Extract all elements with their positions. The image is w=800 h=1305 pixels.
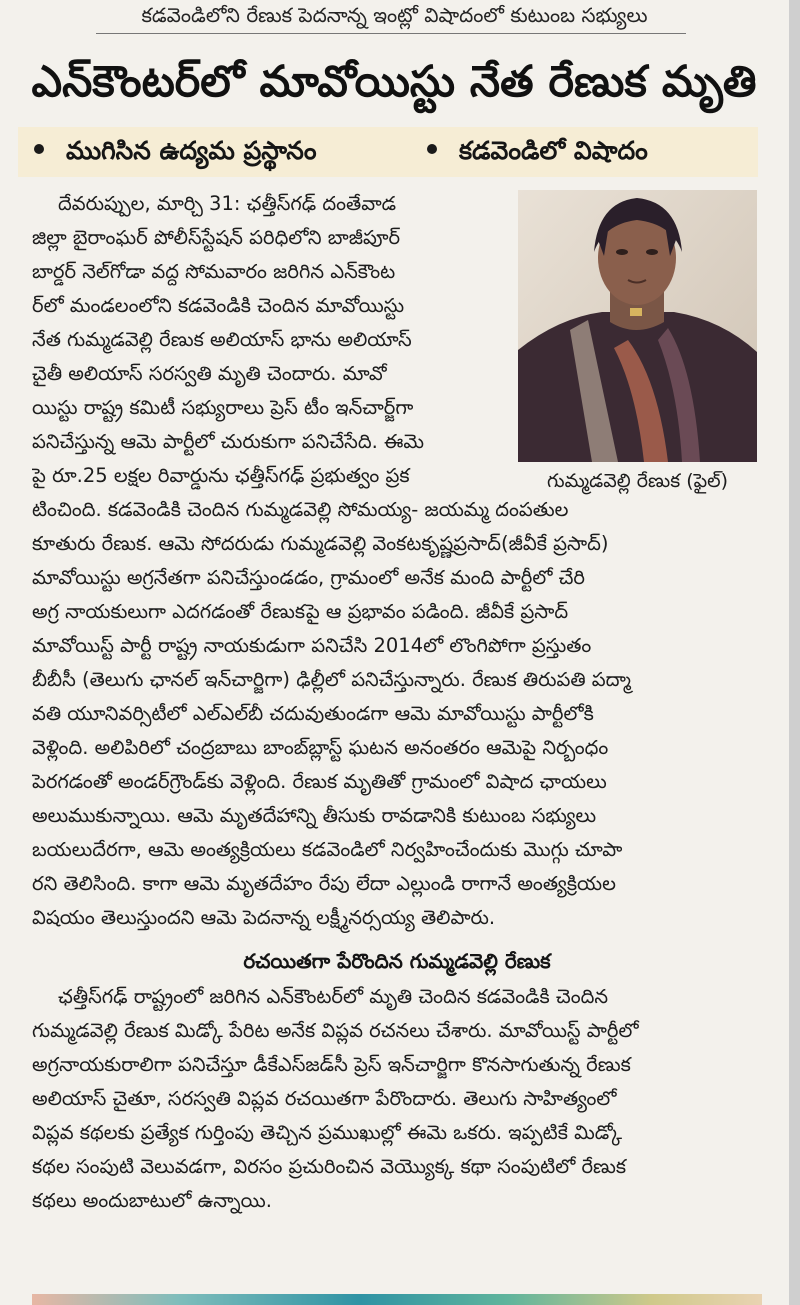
body-line: ర్‌లో మండలంలోని కడవెండికి చెందిన మావోయిస్టు bbox=[32, 294, 405, 317]
body-line: కూతురు రేణుక. ఆమె సోదరుడు గుమ్మడవెల్లి వెంకటకృష్ణప్రసాద్(జీవీకే ప్రసాద్) bbox=[32, 532, 609, 555]
headline: ఎన్‌కౌంటర్‌లో మావోయిస్టు నేత రేణుక మృతి bbox=[31, 57, 757, 107]
section-line: అలియాస్ చైతూ, సరస్వతి విప్లవ రచయితగా పేరొందారు. తెలుగు సాహిత్యంలో bbox=[32, 1087, 617, 1110]
portrait-photo bbox=[518, 190, 757, 462]
page-edge-strip bbox=[789, 0, 800, 1305]
section-line: ఛత్తీస్‌గఢ్ రాష్ట్రంలో జరిగిన ఎన్‌కౌంటర్‌లో మృతి చెందిన కడవెండికి చెందిన bbox=[58, 985, 609, 1008]
section-line: కథల సంపుటి వెలువడగా, విరసం ప్రచురించిన వెయ్యొక్క కథా సంపుటిలో రేణుక bbox=[32, 1155, 627, 1178]
kicker-line: కడవెండిలోని రేణుక పెదనాన్న ఇంట్లో విషాదంలో కుటుంబ సభ్యులు bbox=[141, 3, 648, 27]
body-line: అలుముకున్నాయి. ఆమె మృతదేహాన్ని తీసుకు రావడానికి కుటుంబ సభ్యులు bbox=[32, 804, 597, 827]
body-line: బార్డర్ నెల్‌గోడా వద్ద సోమవారం జరిగిన ఎన్‌కౌంట bbox=[32, 260, 396, 283]
bullet-icon bbox=[427, 144, 437, 154]
photo-caption: గుమ్మడవెల్లి రేణుక (ఫైల్) bbox=[546, 470, 729, 492]
section-line: విప్లవ కథలకు ప్రత్యేక గుర్తింపు తెచ్చిన ప్రముఖుల్లో ఈమె ఒకరు. ఇప్పటికే మిడ్కో bbox=[32, 1121, 623, 1144]
body-line: మావోయిస్ట్ పార్టీ రాష్ట్ర నాయకుడుగా పనిచేసి 2014లో లొంగిపోగా ప్రస్తుతం bbox=[32, 634, 592, 657]
body-line: పై రూ.25 లక్షల రివార్డును ఛత్తీస్‌గఢ్ ప్రభుత్వం ప్రక bbox=[32, 464, 410, 487]
subhead-2 bbox=[427, 134, 648, 168]
subhead-1-text: ముగిసిన ఉద్యమ ప్రస్థానం bbox=[66, 136, 317, 165]
body-line: దేవరుప్పుల, మార్చి 31: ఛత్తీస్‌గఢ్ దంతేవాడ bbox=[58, 192, 397, 215]
section-line: గుమ్మడవెల్లి రేణుక మిడ్కో పేరిట అనేక విప్లవ రచనలు చేశారు. మావోయిస్ట్ పార్టీలో bbox=[32, 1019, 639, 1042]
body-line: వతి యూనివర్సిటీలో ఎల్‌ఎల్‌బీ చదువుతుండగా ఆమె మావోయిస్టు పార్టీలోకి bbox=[32, 702, 594, 725]
section-line: అగ్రనాయకురాలిగా పనిచేస్తూ డీకేఎస్‌జడ్‌సీ ప్రెస్ ఇన్‌చార్జిగా కొనసాగుతున్న రేణుక bbox=[32, 1053, 631, 1076]
body-line: రని తెలిసింది. కాగా ఆమె మృతదేహం రేపు లేదా ఎల్లుండి రాగానే అంత్యక్రియల bbox=[32, 872, 616, 895]
next-article-image-strip bbox=[32, 1294, 762, 1305]
body-line: పనిచేస్తున్న ఆమె పార్టీలో చురుకుగా పనిచేసేది. ఈమె bbox=[32, 430, 425, 453]
bullet-icon bbox=[34, 144, 44, 154]
body-line: బీబీసీ (తెలుగు ఛానల్ ఇన్‌చార్జిగా) ఢిల్లీలో పనిచేస్తున్నారు. రేణుక తిరుపతి పద్మా bbox=[32, 668, 631, 691]
body-line: వెళ్లింది. అలిపిరిలో చంద్రబాబు బాంబ్‌బ్లాస్ట్ ఘటన అనంతరం ఆమెపై నిర్బంధం bbox=[32, 736, 609, 759]
body-line: యిస్టు రాష్ట్ర కమిటీ సభ్యురాలు ప్రెస్ టీం ఇన్‌చార్జ్‌గా bbox=[32, 396, 414, 419]
subheads-bar bbox=[18, 127, 758, 177]
section-line: కథలు అందుబాటులో ఉన్నాయి. bbox=[32, 1189, 272, 1212]
body-line: బయలుదేరగా, ఆమె అంత్యక్రియలు కడవెండిలో నిర్వహించేందుకు మొగ్గు చూపా bbox=[32, 838, 623, 861]
body-line: నేత గుమ్మడవెల్లి రేణుక అలియాస్ భాను అలియాస్ bbox=[32, 328, 412, 351]
body-line: జిల్లా బైరాంఘర్ పోలీస్‌స్టేషన్ పరిధిలోని బాజీపూర్ bbox=[32, 226, 401, 249]
body-line: విషయం తెలుస్తుందని ఆమె పెదనాన్న లక్ష్మీనర్సయ్య తెలిపారు. bbox=[32, 906, 496, 929]
body-line: మావోయిస్టు అగ్రనేతగా పనిచేస్తుండడం, గ్రామంలో అనేక మంది పార్టీలో చేరి bbox=[32, 566, 585, 589]
subhead-1 bbox=[34, 134, 317, 168]
body-line: టించింది. కడవెండికి చెందిన గుమ్మడవెల్లి సోమయ్య- జయమ్మ దంపతుల bbox=[32, 498, 569, 521]
body-line: చైతీ అలియాస్ సరస్వతి మృతి చెందారు. మావో bbox=[32, 362, 387, 385]
kicker-underline bbox=[96, 33, 686, 34]
body-line: పెరగడంతో అండర్‌గ్రౌండ్‌కు వెళ్లింది. రేణుక మృతితో గ్రామంలో విషాద ఛాయలు bbox=[32, 770, 607, 793]
body-line: అగ్ర నాయకులుగా ఎదగడంతో రేణుకపై ఆ ప్రభావం పడింది. జీవీకే ప్రసాద్ bbox=[32, 600, 569, 623]
subhead-2-text: కడవెండిలో విషాదం bbox=[459, 136, 648, 165]
section-heading: రచయితగా పేరొందిన గుమ్మడవెల్లి రేణుక bbox=[243, 949, 551, 973]
